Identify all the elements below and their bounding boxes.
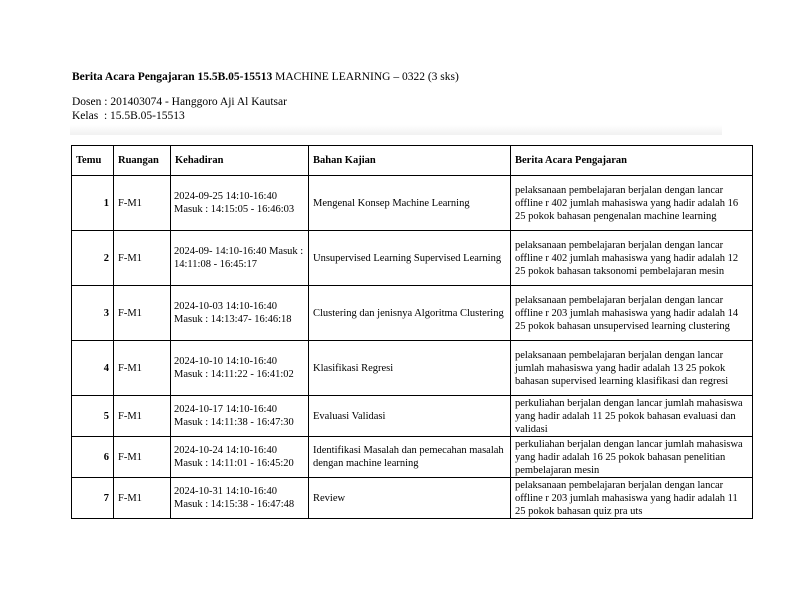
cell-temu: 1 [72,176,114,231]
berita-acara-table [71,145,753,519]
cell-temu: 4 [72,341,114,396]
header-bahan-kajian: Bahan Kajian [309,146,511,176]
cell-ruangan: F-M1 [114,176,171,231]
cell-ruangan: F-M1 [114,396,171,437]
cell-berita-acara: perkuliahan berjalan dengan lancar jumlah mahasiswa yang hadir adalah 16 25 pokok bahasan penelitian pembelajaran mesin [511,437,753,478]
dosen-line [72,96,287,108]
cell-kehadiran: 2024-09-25 14:10-16:40 Masuk : 14:15:05 - 16:46:03 [171,176,309,231]
cell-bahan-kajian: Mengenal Konsep Machine Learning [309,176,511,231]
cell-berita-acara: pelaksanaan pembelajaran berjalan dengan lancar offline r 402 jumlah mahasiswa yang hadir adalah 16 25 pokok bahasan pengenalan machine learning [511,176,753,231]
title-course-part: MACHINE LEARNING – 0322 (3 sks) [275,71,459,83]
table-row [72,396,753,437]
cell-kehadiran: 2024-10-24 14:10-16:40 Masuk : 14:11:01 - 16:45:20 [171,437,309,478]
header-temu: Temu [72,146,114,176]
header-ruangan: Ruangan [114,146,171,176]
kelas-label: Kelas [72,110,99,122]
cell-kehadiran: 2024-10-17 14:10-16:40 Masuk : 14:11:38 - 16:47:30 [171,396,309,437]
header-berita-acara: Berita Acara Pengajaran [511,146,753,176]
cell-temu: 5 [72,396,114,437]
cell-berita-acara: pelaksanaan pembelajaran berjalan dengan lancar offline r 203 jumlah mahasiswa yang hadir adalah 11 25 pokok bahasan quiz pra uts [511,478,753,519]
cell-kehadiran: 2024-09- 14:10-16:40 Masuk : 14:11:08 - 16:45:17 [171,231,309,286]
cell-ruangan: F-M1 [114,341,171,396]
dosen-label: Dosen [72,96,102,108]
cell-ruangan: F-M1 [114,478,171,519]
cell-berita-acara: pelaksanaan pembelajaran berjalan dengan lancar offline r 402 jumlah mahasiswa yang hadir adalah 12 25 pokok bahasan taksonomi pembelajaran mesin [511,231,753,286]
table-header-row [72,146,753,176]
header-divider-shade [70,125,722,135]
kelas-line [72,110,185,122]
document-title [72,71,459,83]
cell-ruangan: F-M1 [114,286,171,341]
cell-bahan-kajian: Evaluasi Validasi [309,396,511,437]
cell-temu: 2 [72,231,114,286]
header-kehadiran: Kehadiran [171,146,309,176]
cell-bahan-kajian: Klasifikasi Regresi [309,341,511,396]
cell-berita-acara: pelaksanaan pembelajaran berjalan dengan lancar jumlah mahasiswa yang hadir adalah 13 25 pokok bahasan supervised learning klasifikasi dan regresi [511,341,753,396]
cell-bahan-kajian: Review [309,478,511,519]
table-row [72,286,753,341]
cell-ruangan: F-M1 [114,231,171,286]
table-row [72,341,753,396]
cell-temu: 7 [72,478,114,519]
table-row [72,437,753,478]
table-row [72,231,753,286]
cell-bahan-kajian: Clustering dan jenisnya Algoritma Clustering [309,286,511,341]
cell-bahan-kajian: Unsupervised Learning Supervised Learning [309,231,511,286]
cell-temu: 6 [72,437,114,478]
cell-berita-acara: perkuliahan berjalan dengan lancar jumlah mahasiswa yang hadir adalah 11 25 pokok bahasan evaluasi dan validasi [511,396,753,437]
cell-kehadiran: 2024-10-03 14:10-16:40 Masuk : 14:13:47- 16:46:18 [171,286,309,341]
cell-berita-acara: pelaksanaan pembelajaran berjalan dengan lancar offline r 203 jumlah mahasiswa yang hadir adalah 14 25 pokok bahasan unsupervised learning clustering [511,286,753,341]
title-bold-part: Berita Acara Pengajaran 15.5B.05-15513 [72,71,273,83]
table-row [72,478,753,519]
cell-kehadiran: 2024-10-10 14:10-16:40 Masuk : 14:11:22 - 16:41:02 [171,341,309,396]
dosen-value: : 201403074 - Hanggoro Aji Al Kautsar [104,96,287,108]
cell-ruangan: F-M1 [114,437,171,478]
kelas-value: : 15.5B.05-15513 [103,110,185,122]
cell-kehadiran: 2024-10-31 14:10-16:40 Masuk : 14:15:38 - 16:47:48 [171,478,309,519]
cell-temu: 3 [72,286,114,341]
table-row [72,176,753,231]
cell-bahan-kajian: Identifikasi Masalah dan pemecahan masalah dengan machine learning [309,437,511,478]
